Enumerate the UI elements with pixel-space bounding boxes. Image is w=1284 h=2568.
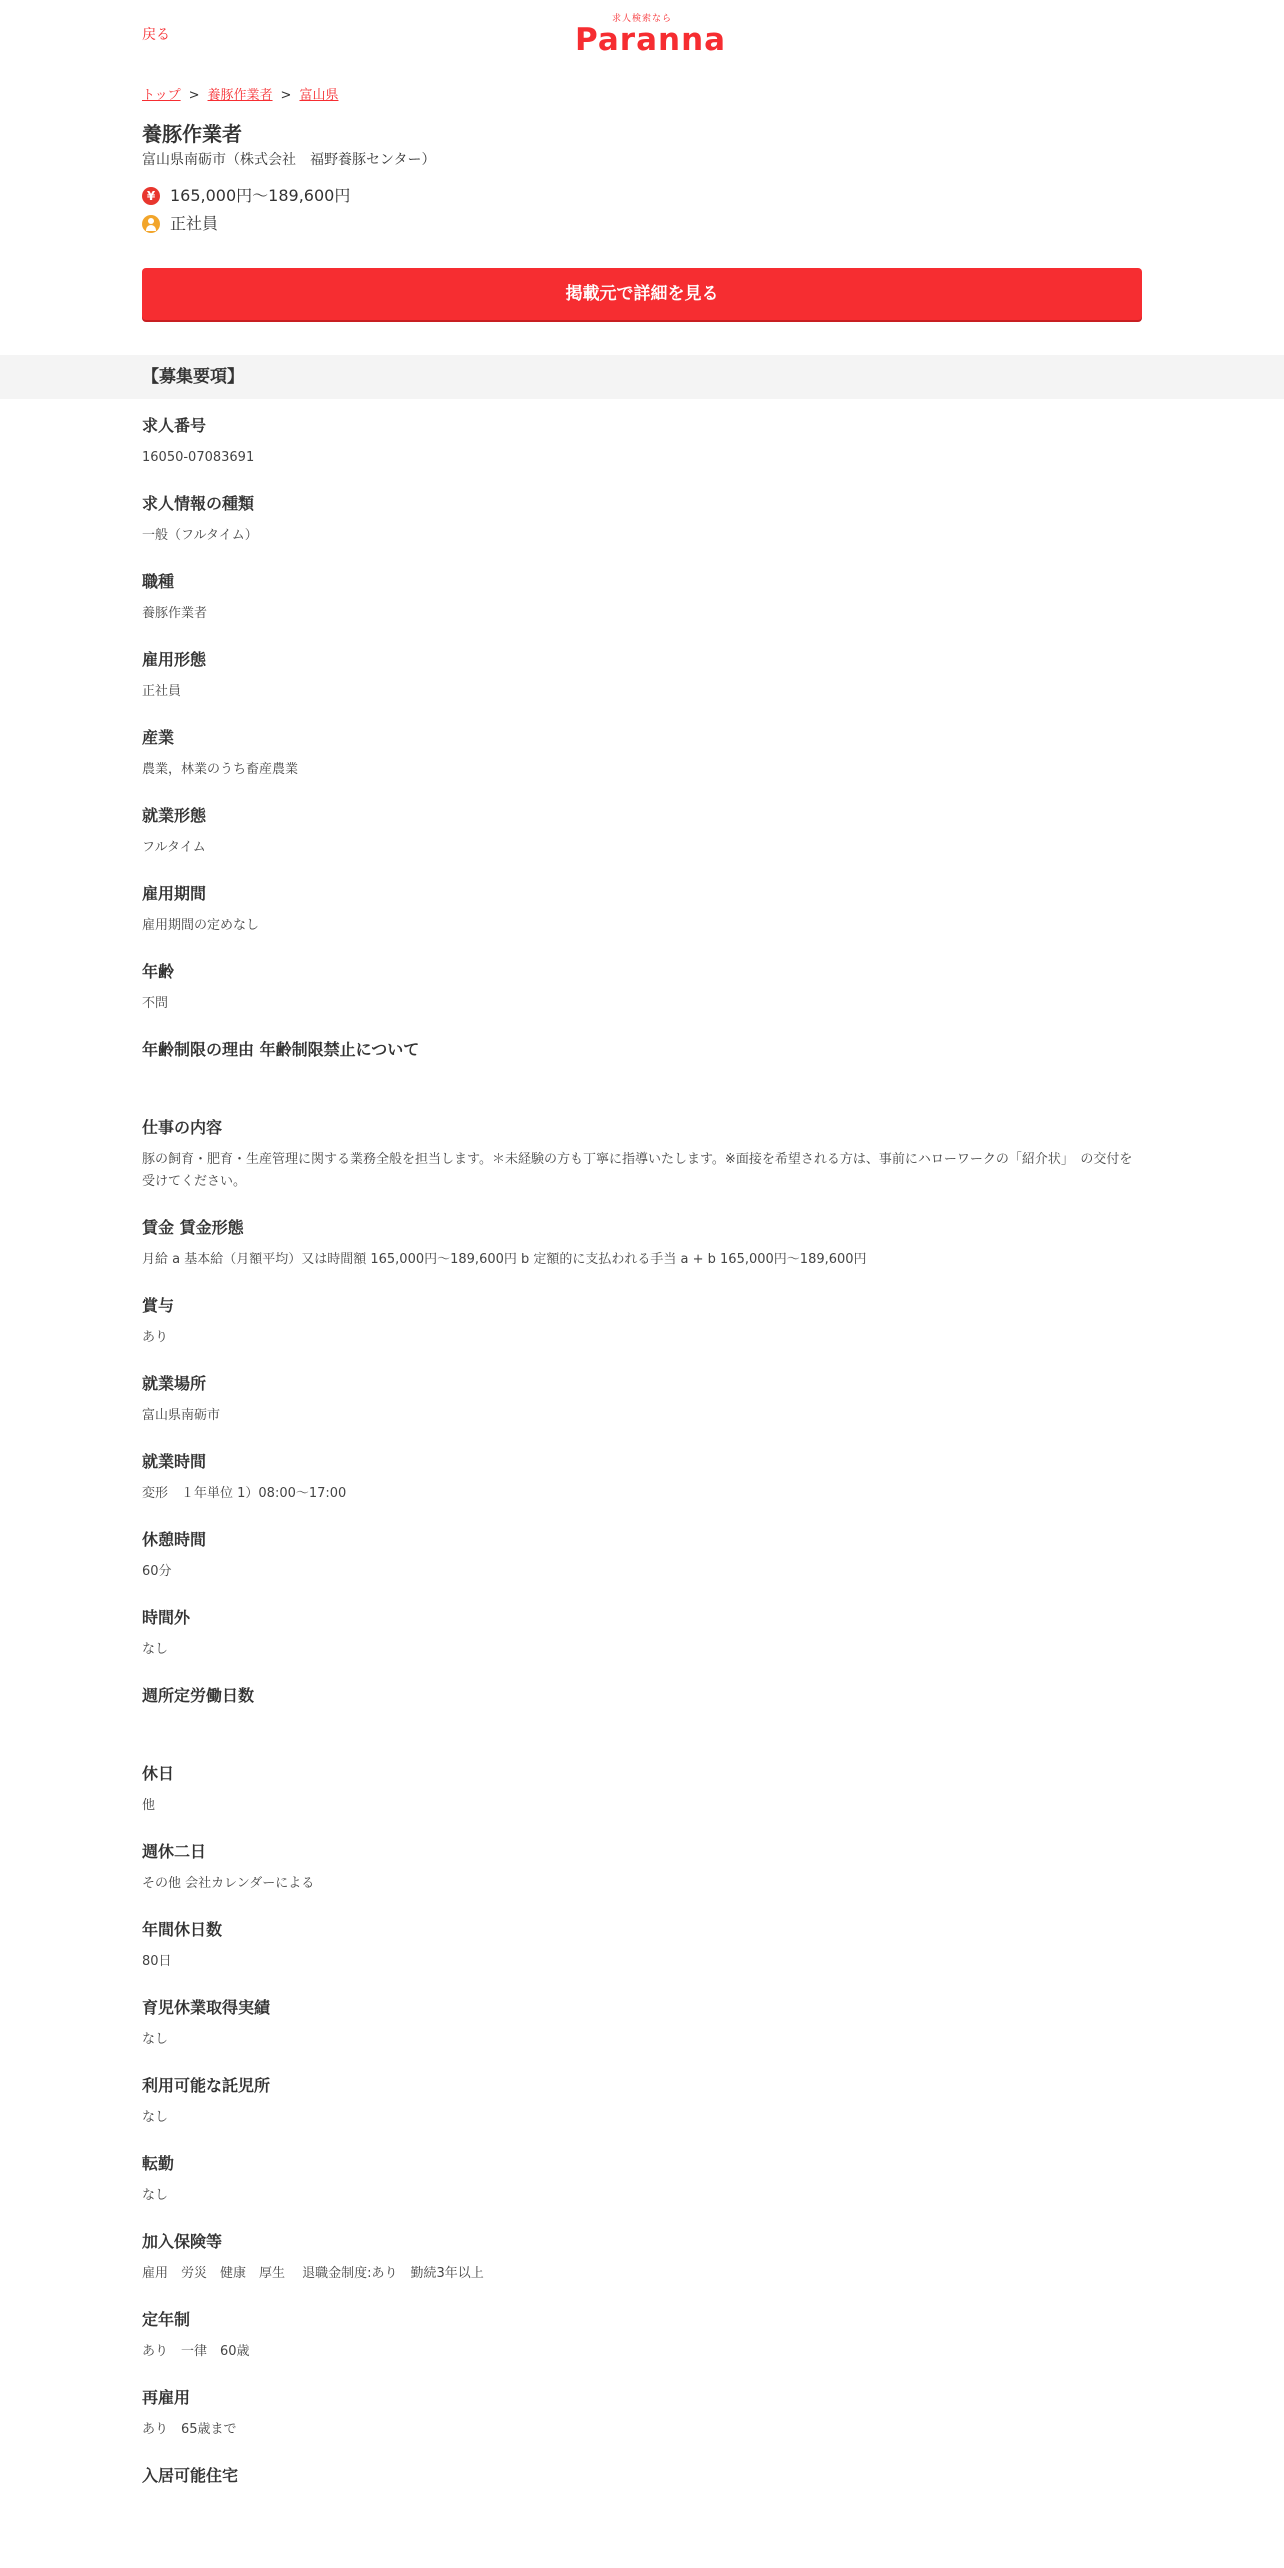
requirement-item	[142, 2387, 1142, 2441]
requirements-list	[142, 399, 1142, 2519]
breadcrumb-top[interactable]: トップ	[142, 88, 181, 103]
requirement-label: 育児休業取得実績	[142, 1998, 271, 2017]
requirement-label: 産業	[142, 728, 175, 747]
company-location: 富山県南砺市（株式会社 福野養豚センター）	[142, 152, 436, 168]
requirement-label: 週所定労働日数	[142, 1686, 255, 1705]
requirement-item	[142, 805, 1142, 859]
requirement-label: 休日	[142, 1764, 175, 1783]
requirement-label: 求人情報の種類	[142, 494, 255, 513]
requirement-label: 賞与	[142, 1296, 175, 1315]
salary-text: 165,000円～189,600円	[170, 186, 351, 205]
requirement-item	[142, 1919, 1142, 1973]
requirement-item	[142, 1841, 1142, 1895]
requirement-label: 休憩時間	[142, 1530, 207, 1549]
requirement-item	[142, 2153, 1142, 2207]
employment-row	[142, 210, 1142, 238]
requirement-label: 入居可能住宅	[142, 2466, 239, 2485]
requirement-item	[142, 883, 1142, 937]
requirement-value: 80日	[142, 1954, 172, 1969]
logo-tagline: 求人検索なら	[611, 14, 672, 24]
requirement-item	[142, 727, 1142, 781]
requirement-label: 年間休日数	[142, 1920, 223, 1939]
requirement-item	[142, 1295, 1142, 1349]
requirement-value: なし	[142, 1642, 169, 1657]
requirement-item	[142, 649, 1142, 703]
requirement-item	[142, 2231, 1142, 2285]
section-header	[0, 355, 1284, 399]
requirement-value: 豚の飼育・肥育・生産管理に関する業務全般を担当します。＊未経験の方も丁寧に指導いたします。※面接を希望される方は、事前にハローワークの「紹介状」 の交付を受けてください。	[142, 1152, 1133, 1189]
requirement-item	[142, 2309, 1142, 2363]
requirement-label: 雇用期間	[142, 884, 207, 903]
requirement-item	[142, 1117, 1142, 1193]
requirement-label: 再雇用	[142, 2388, 191, 2407]
requirement-value	[142, 2497, 1142, 2519]
back-link[interactable]: 戻る	[142, 27, 170, 43]
requirement-item	[142, 493, 1142, 547]
view-details-button[interactable]: 掲載元で詳細を見る	[142, 268, 1142, 320]
requirement-label: 仕事の内容	[142, 1118, 223, 1137]
breadcrumb-separator: >	[188, 88, 200, 103]
requirement-item	[142, 2075, 1142, 2129]
requirement-label: 賃金 賃金形態	[142, 1218, 244, 1237]
requirement-label: 週休二日	[142, 1842, 207, 1861]
requirement-value: 雇用 労災 健康 厚生 退職金制度:あり 勤続3年以上	[142, 2266, 484, 2281]
requirement-value: なし	[142, 2110, 169, 2125]
requirement-label: 職種	[142, 572, 175, 591]
requirement-value	[142, 1071, 1142, 1093]
requirement-item	[142, 1997, 1142, 2051]
requirement-item	[142, 1217, 1142, 1271]
requirement-value: フルタイム	[142, 840, 206, 855]
person-icon	[142, 215, 160, 233]
requirement-item	[142, 415, 1142, 469]
requirement-item	[142, 2465, 1142, 2519]
requirement-item	[142, 1763, 1142, 1817]
requirement-label: 年齢	[142, 962, 175, 981]
requirement-item	[142, 1373, 1142, 1427]
requirement-item	[142, 1039, 1142, 1093]
requirement-item	[142, 571, 1142, 625]
requirement-label: 定年制	[142, 2310, 191, 2329]
requirement-label: 転勤	[142, 2154, 175, 2173]
logo-text: Paranna	[575, 22, 727, 58]
requirement-value: 他	[142, 1798, 156, 1813]
requirement-value: 養豚作業者	[142, 606, 208, 621]
breadcrumb-job[interactable]: 養豚作業者	[207, 88, 273, 103]
section-title: 【募集要項】	[142, 367, 244, 387]
yen-icon: ¥	[142, 187, 160, 205]
requirement-value: なし	[142, 2032, 169, 2047]
requirement-value: あり 65歳まで	[142, 2422, 237, 2437]
requirement-value: 一般（フルタイム）	[142, 528, 258, 543]
requirement-value: 60分	[142, 1564, 172, 1579]
requirement-label: 就業形態	[142, 806, 207, 825]
requirement-label: 就業時間	[142, 1452, 207, 1471]
requirement-label: 求人番号	[142, 416, 207, 435]
job-title: 養豚作業者	[142, 122, 242, 146]
requirement-label: 就業場所	[142, 1374, 207, 1393]
requirement-label: 加入保険等	[142, 2232, 223, 2251]
requirement-item	[142, 1451, 1142, 1505]
header	[0, 0, 1284, 68]
requirement-label: 年齢制限の理由 年齢制限禁止について	[142, 1040, 420, 1059]
requirement-item	[142, 1529, 1142, 1583]
requirement-value: なし	[142, 2188, 169, 2203]
requirement-value: あり 一律 60歳	[142, 2344, 250, 2359]
requirement-item	[142, 961, 1142, 1015]
breadcrumb-separator: >	[280, 88, 292, 103]
requirement-label: 雇用形態	[142, 650, 207, 669]
site-logo[interactable]	[575, 14, 727, 58]
requirement-value: 不問	[142, 996, 169, 1011]
requirement-value: 16050-07083691	[142, 450, 255, 465]
requirement-label: 利用可能な託児所	[142, 2076, 271, 2095]
requirement-value: 正社員	[142, 684, 182, 699]
breadcrumb-prefecture[interactable]: 富山県	[299, 88, 339, 103]
salary-row	[142, 182, 1142, 210]
requirement-value: 富山県南砺市	[142, 1408, 221, 1423]
requirement-value: あり	[142, 1330, 169, 1345]
requirement-item	[142, 1685, 1142, 1739]
requirement-value	[142, 1717, 1142, 1739]
requirement-value: 月給 a 基本給（月額平均）又は時間額 165,000円～189,600円 b 定額的に支払われる手当 a + b 165,000円～189,600円	[142, 1252, 867, 1267]
employment-type-text: 正社員	[170, 214, 219, 233]
requirement-value: 変形 １年単位 1）08:00～17:00	[142, 1486, 347, 1501]
requirement-value: 農業，林業のうち畜産農業	[142, 762, 299, 777]
job-summary	[142, 84, 1142, 320]
requirement-value: 雇用期間の定めなし	[142, 918, 260, 933]
requirement-value: その他 会社カレンダーによる	[142, 1876, 315, 1891]
breadcrumb	[142, 84, 1142, 106]
requirement-item	[142, 1607, 1142, 1661]
requirement-label: 時間外	[142, 1608, 191, 1627]
